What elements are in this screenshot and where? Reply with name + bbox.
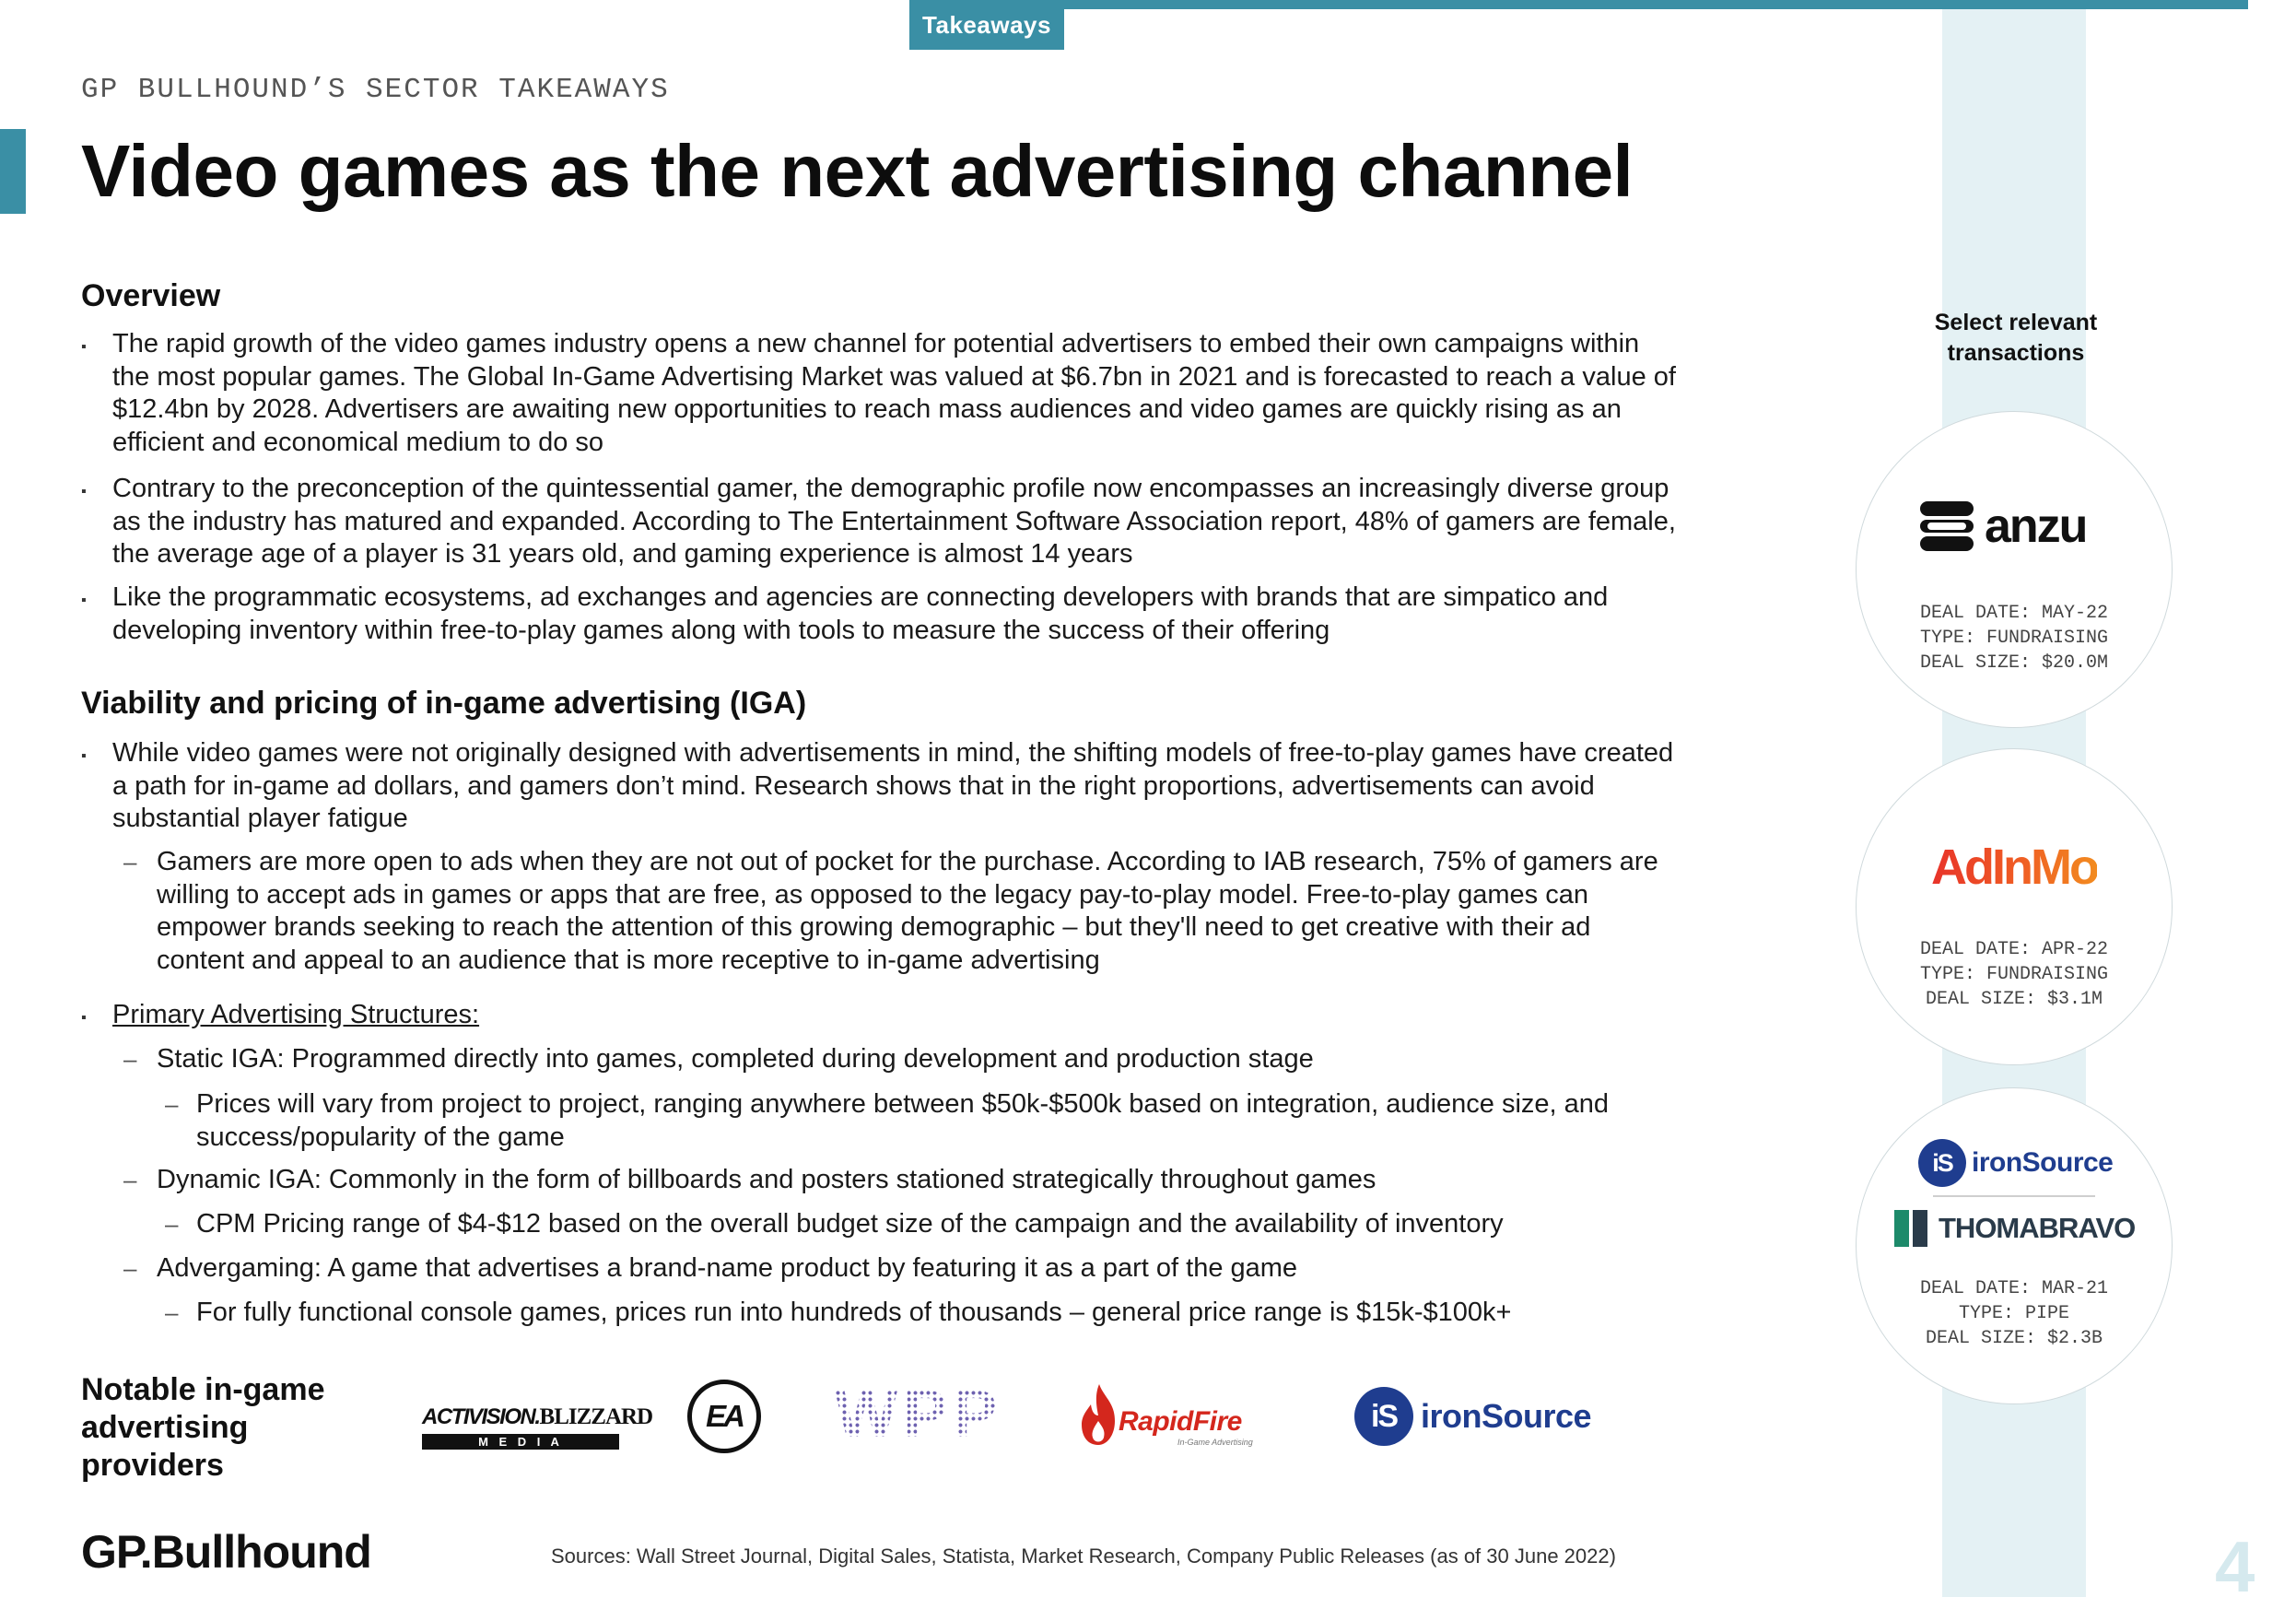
- thomabravo-logo: THOMABRAVO: [1894, 1210, 2135, 1247]
- wpp-logo: WPP: [835, 1378, 1003, 1451]
- flame-icon: [1078, 1382, 1120, 1447]
- deal-details: DEAL DATE: MAY-22 TYPE: FUNDRAISING DEAL SIZE: $20.0M: [1919, 603, 2109, 674]
- section-tab[interactable]: Takeaways: [909, 0, 1064, 50]
- list-item: ▪ While video games were not originally designed with advertisements in mind, the shifting models of free-to-play games have created a path for in-game ad dollars, and gamers don’t mind. Research shows that in the right proportions, advertisements can avoid substantial player fatigue: [81, 738, 1674, 833]
- ea-logo: EA: [687, 1380, 761, 1453]
- ironsource-deal-logo: iS ironSource: [1918, 1139, 2113, 1187]
- ironsource-mark-icon: iS: [1918, 1139, 1966, 1187]
- ironsource-logo: iS ironSource: [1354, 1387, 1591, 1446]
- list-item: – Dynamic IGA: Commonly in the form of billboards and posters stationed strategically throughout games: [123, 1165, 1376, 1194]
- sources-note: Sources: Wall Street Journal, Digital Sales, Statista, Market Research, Company Public Releases (as of 30 June 2022): [551, 1544, 1616, 1568]
- anzu-mark-icon: [1916, 496, 1977, 557]
- deal-card-anzu[interactable]: [1856, 411, 2173, 728]
- kicker: GP BULLHOUND’S SECTOR TAKEAWAYS: [81, 74, 670, 106]
- structures-label: Primary Advertising Structures:: [112, 1000, 480, 1029]
- rapidfire-logo: RapidFire In-Game Advertising: [1078, 1382, 1281, 1450]
- list-item: – For fully functional console games, prices run into hundreds of thousands – general price range is $15k-$100k+: [165, 1298, 1512, 1327]
- list-item: – Prices will vary from project to project, ranging anywhere between $50k-$500k based on integration, audience size, and success/popularity of the game: [165, 1089, 1610, 1152]
- list-item: – CPM Pricing range of $4-$12 based on the overall budget size of the campaign and the availability of inventory: [165, 1209, 1504, 1239]
- activision-blizzard-media-logo: ACTIVISION. BLIZZARD M E D I A: [422, 1404, 653, 1449]
- list-item: – Static IGA: Programmed directly into games, completed during development and production stage: [123, 1044, 1314, 1074]
- viability-heading: Viability and pricing of in-game advertising (IGA): [81, 686, 807, 721]
- deal-details: DEAL DATE: MAR-21 TYPE: PIPE DEAL SIZE: $2.3B: [1919, 1278, 2109, 1349]
- anzu-logo: anzu: [1916, 496, 2086, 557]
- deal-details: DEAL DATE: APR-22 TYPE: FUNDRAISING DEAL SIZE: $3.1M: [1919, 939, 2109, 1010]
- list-item: ▪ The rapid growth of the video games industry opens a new channel for potential advertisers to embed their own campaigns within the most popular games. The Global In-Game Advertising Market was valued at $6.7bn in 2021 and is forecasted to reach a value of $12.4bn by 2028. Advertisers are awaiting new opportunities to reach mass audiences and video games are quickly rising as an efficient and economical medium to do so: [81, 329, 1676, 457]
- list-item: ▪ Like the programmatic ecosystems, ad exchanges and agencies are connecting developers with brands that are simpatico and developing inventory within free-to-play games along with tools to measure the success of their offering: [81, 582, 1609, 645]
- logo-divider: [1933, 1195, 2095, 1197]
- ironsource-mark-icon: iS: [1354, 1387, 1413, 1446]
- list-item: – Gamers are more open to ads when they are not out of pocket for the purchase. According to IAB research, 75% of gamers are willing to accept ads in games or apps that are free, as opposed to the legacy pay-to-play model. Free-to-play games can empower brands seeking to reach the attention of this growing demographic – but they'll need to get creative with their ad content and appeal to an audience that is more receptive to in-game advertising: [123, 847, 1658, 975]
- overview-heading: Overview: [81, 278, 221, 313]
- notable-providers-label: Notable in-game advertising providers: [81, 1372, 325, 1483]
- list-item: ▪ Contrary to the preconception of the quintessential gamer, the demographic profile now encompasses an increasingly diverse group as the industry has matured and expanded. According to The Entertainment Software Association report, 48% of gamers are female, the average age of a player is 31 years old, and gaming experience is almost 14 years: [81, 474, 1676, 569]
- list-item: – Advergaming: A game that advertises a brand-name product by featuring it as a part of the game: [123, 1253, 1298, 1283]
- list-item: ▪ Primary Advertising Structures:: [81, 1000, 480, 1029]
- title-accent-bar: [0, 129, 26, 214]
- top-accent-line: [1060, 0, 2248, 9]
- deal-card-adinmo[interactable]: [1856, 748, 2173, 1065]
- gp-bullhound-logo: GP.Bullhound: [81, 1526, 371, 1578]
- page-title: Video games as the next advertising channel: [81, 130, 1634, 212]
- page-number: 4: [2215, 1526, 2255, 1607]
- select-transactions-label: Select relevant transactions: [1934, 310, 2098, 366]
- adinmo-logo: AdInMo: [1931, 840, 2097, 895]
- thomabravo-mark-icon: [1894, 1210, 1931, 1247]
